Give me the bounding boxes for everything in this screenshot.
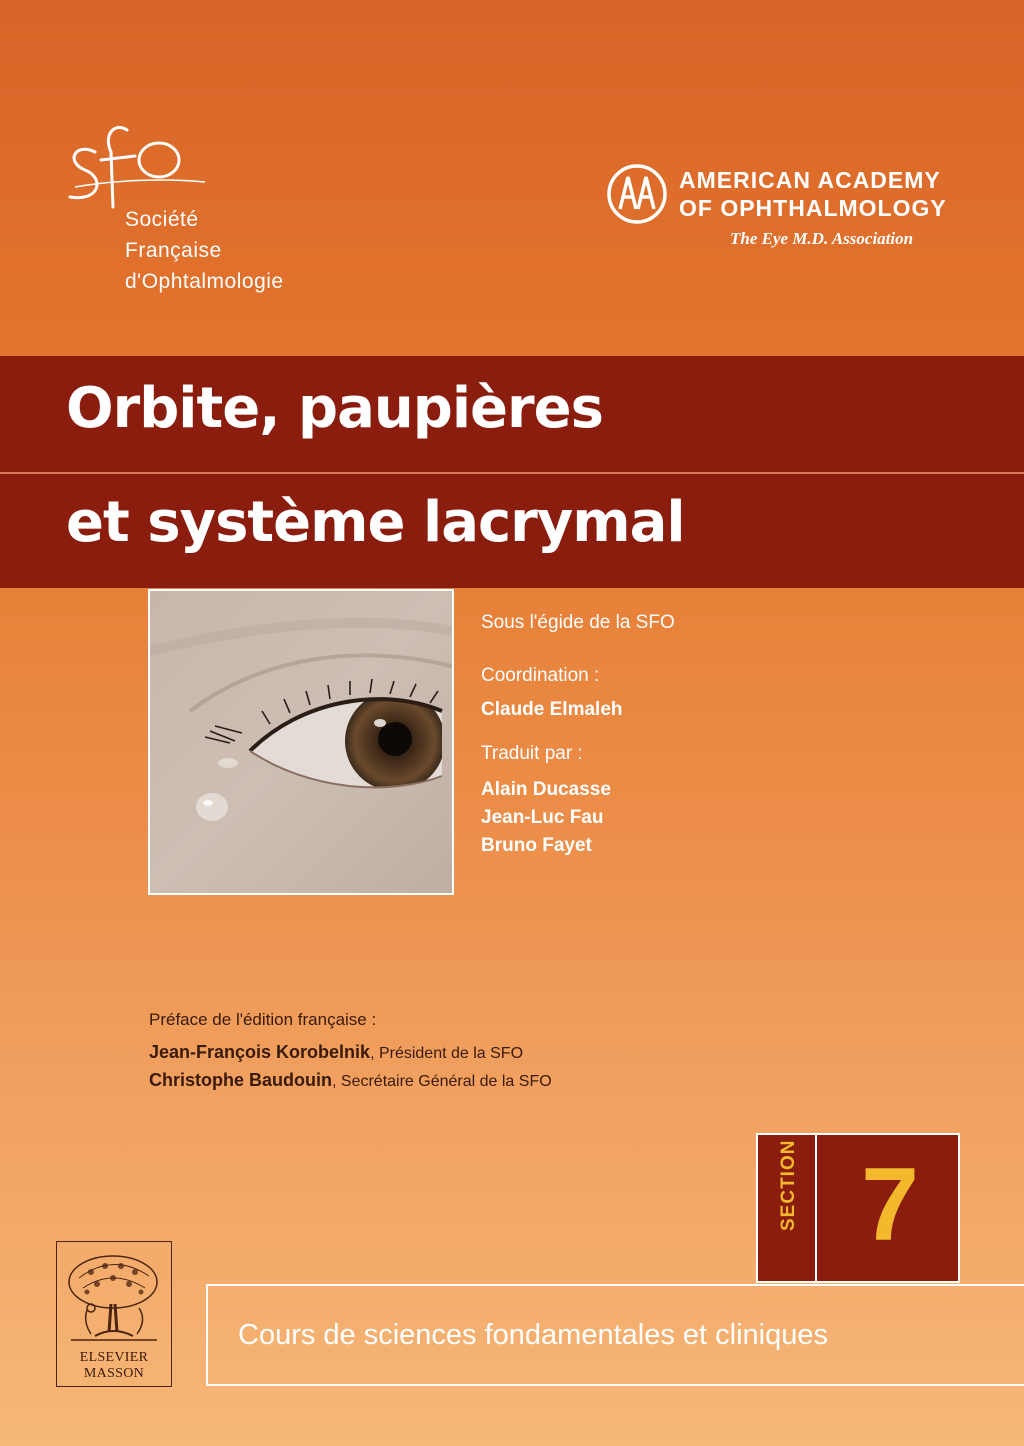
title-divider: [0, 472, 1024, 474]
series-bar: [206, 1284, 1024, 1386]
aao-tagline: The Eye M.D. Association: [730, 229, 914, 248]
sfo-name-line: Française: [125, 239, 222, 262]
section-label: SECTION: [778, 1139, 799, 1231]
sfo-name: [125, 204, 284, 297]
sfo-logo: [55, 112, 365, 302]
aao-logo: [606, 163, 966, 258]
section-number: 7: [861, 1147, 919, 1263]
elsevier-masson-logo: [56, 1241, 172, 1387]
eye-photo-image: [150, 591, 452, 893]
book-title-line1: Orbite, paupières: [66, 376, 603, 441]
preface-person-name: Christophe Baudouin: [149, 1070, 332, 1090]
coordinator-name: Claude Elmaleh: [481, 699, 623, 720]
sous-egide-text: Sous l'égide de la SFO: [481, 612, 675, 633]
preface-person: [149, 1042, 523, 1063]
elsevier-tree-icon: [57, 1248, 170, 1346]
cover-photo-eye: [148, 589, 454, 895]
aao-name-line2: OF OPHTHALMOLOGY: [679, 195, 947, 221]
preface-label: Préface de l'édition française :: [149, 1010, 377, 1029]
series-title: Cours de sciences fondamentales et cliniques: [238, 1319, 828, 1351]
sfo-name-line: d'Ophtalmologie: [125, 270, 284, 293]
preface-person: [149, 1070, 552, 1091]
translated-by-label: Traduit par :: [481, 743, 583, 764]
translator-name: Bruno Fayet: [481, 835, 592, 856]
title-band: [0, 356, 1024, 588]
translator-name: Jean-Luc Fau: [481, 807, 604, 828]
publisher-line2: MASSON: [83, 1366, 145, 1381]
section-badge: [756, 1133, 960, 1283]
book-title-line2: et système lacrymal: [66, 490, 685, 555]
preface-person-role: , Président de la SFO: [370, 1045, 524, 1062]
publisher-line1: ELSEVIER: [79, 1350, 149, 1365]
sfo-name-line: Société: [125, 208, 199, 231]
coordination-label: Coordination :: [481, 665, 600, 686]
preface-person-name: Jean-François Korobelnik: [149, 1042, 371, 1062]
preface-person-role: , Secrétaire Général de la SFO: [332, 1073, 552, 1090]
section-divider: [815, 1135, 817, 1283]
aao-emblem-icon: [606, 163, 668, 225]
aao-name-line1: AMERICAN ACADEMY: [679, 167, 941, 193]
translator-name: Alain Ducasse: [481, 779, 611, 800]
